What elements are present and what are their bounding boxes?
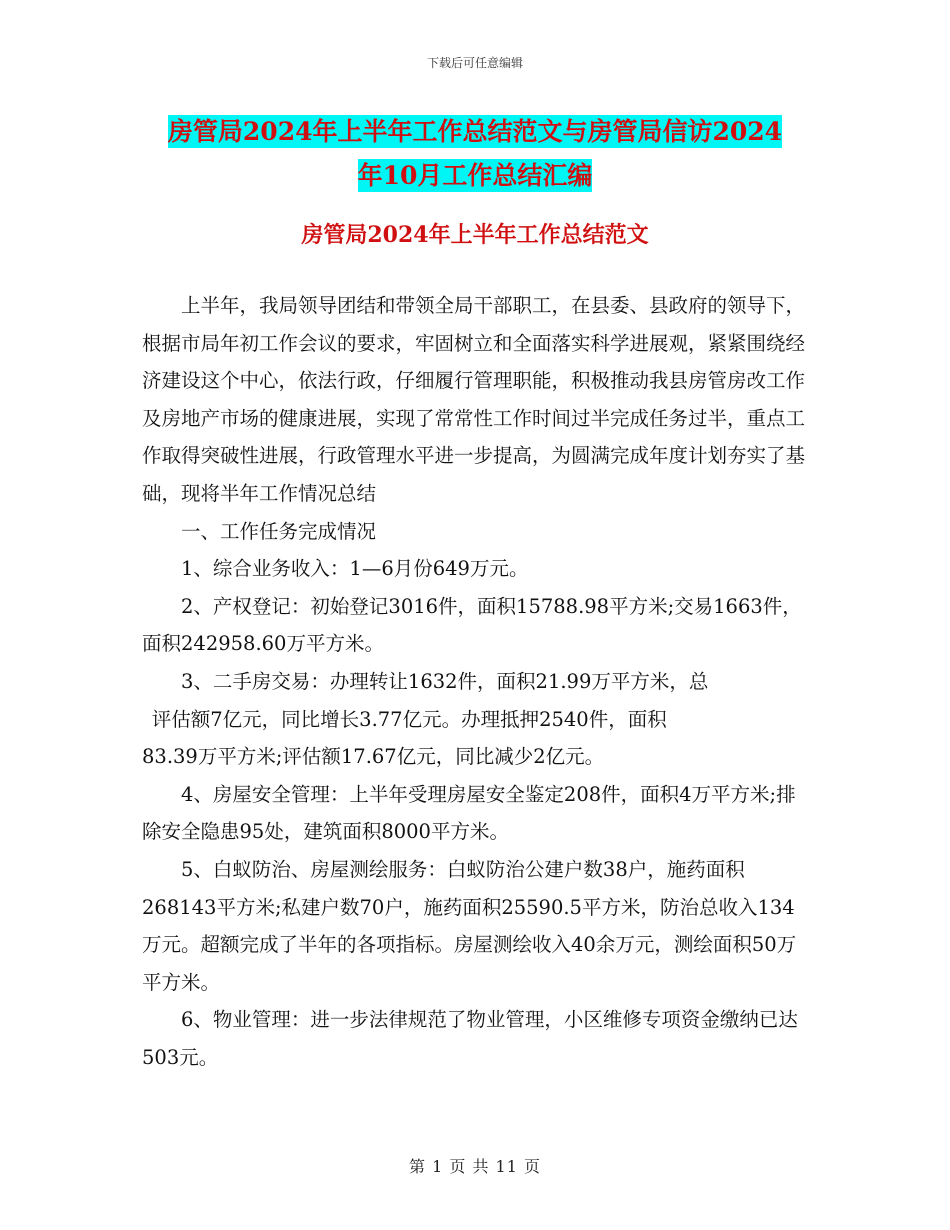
document-body xyxy=(142,287,810,1076)
item-2-paragraph: 2、产权登记：初始登记3016件，面积15788.98平方米;交易1663件，面积242958.60万平方米。 xyxy=(142,594,802,656)
title-line-2: 年10月工作总结汇编 xyxy=(357,161,593,190)
item-6-paragraph: 6、物业管理：进一步法律规范了物业管理，小区维修专项资金缴纳已达503元。 xyxy=(142,1008,798,1069)
document-title xyxy=(0,110,950,198)
item-1-paragraph: 1、综合业务收入：1—6月份649万元。 xyxy=(181,557,529,581)
item-4-paragraph: 4、房屋安全管理：上半年受理房屋安全鉴定208件，面积4万平方米;排除安全隐患95处，建筑面积8000平方米。 xyxy=(142,782,796,844)
title-line-1: 房管局2024年上半年工作总结范文与房管局信访2024 xyxy=(167,117,783,146)
item-3-line-3: 83.39万平方米;评估额17.67亿元，同比减少2亿元。 xyxy=(142,745,605,769)
item-5-paragraph: 5、白蚁防治、房屋测绘服务：白蚁防治公建户数38户，施药面积268143平方米;私建户数70户，施药面积25590.5平方米，防治总收入134万元。超额完成了半年的各项指标。房屋测绘收入40余万元，测绘面积50万平方米。 xyxy=(142,857,797,994)
intro-paragraph: 上半年，我局领导团结和带领全局干部职工，在县委、县政府的领导下，根据市局年初工作会议的要求，牢固树立和全面落实科学进展观，紧紧围绕经济建设这个中心，依法行政，仔细履行管理职能，积极推动我县房管房改工作及房地产市场的健康进展，实现了常常性工作时间过半完成任务过半，重点工作取得突破性进展，行政管理水平进一步提高，为圆满完成年度计划夯实了基础，现将半年工作情况总结 xyxy=(142,294,806,505)
page-footer: 第 1 页 共 11 页 xyxy=(409,1157,541,1176)
item-3-line-1: 3、二手房交易：办理转让1632件，面积21.99万平方米，总 xyxy=(181,669,709,693)
header-note: 下载后可任意编辑 xyxy=(426,56,523,70)
item-3-line-2: 评估额7亿元，同比增长3.77亿元。办理抵押2540件，面积 xyxy=(151,707,667,731)
heading-task-completion: 一、工作任务完成情况 xyxy=(181,519,377,543)
section-title: 房管局2024年上半年工作总结范文 xyxy=(301,222,649,248)
